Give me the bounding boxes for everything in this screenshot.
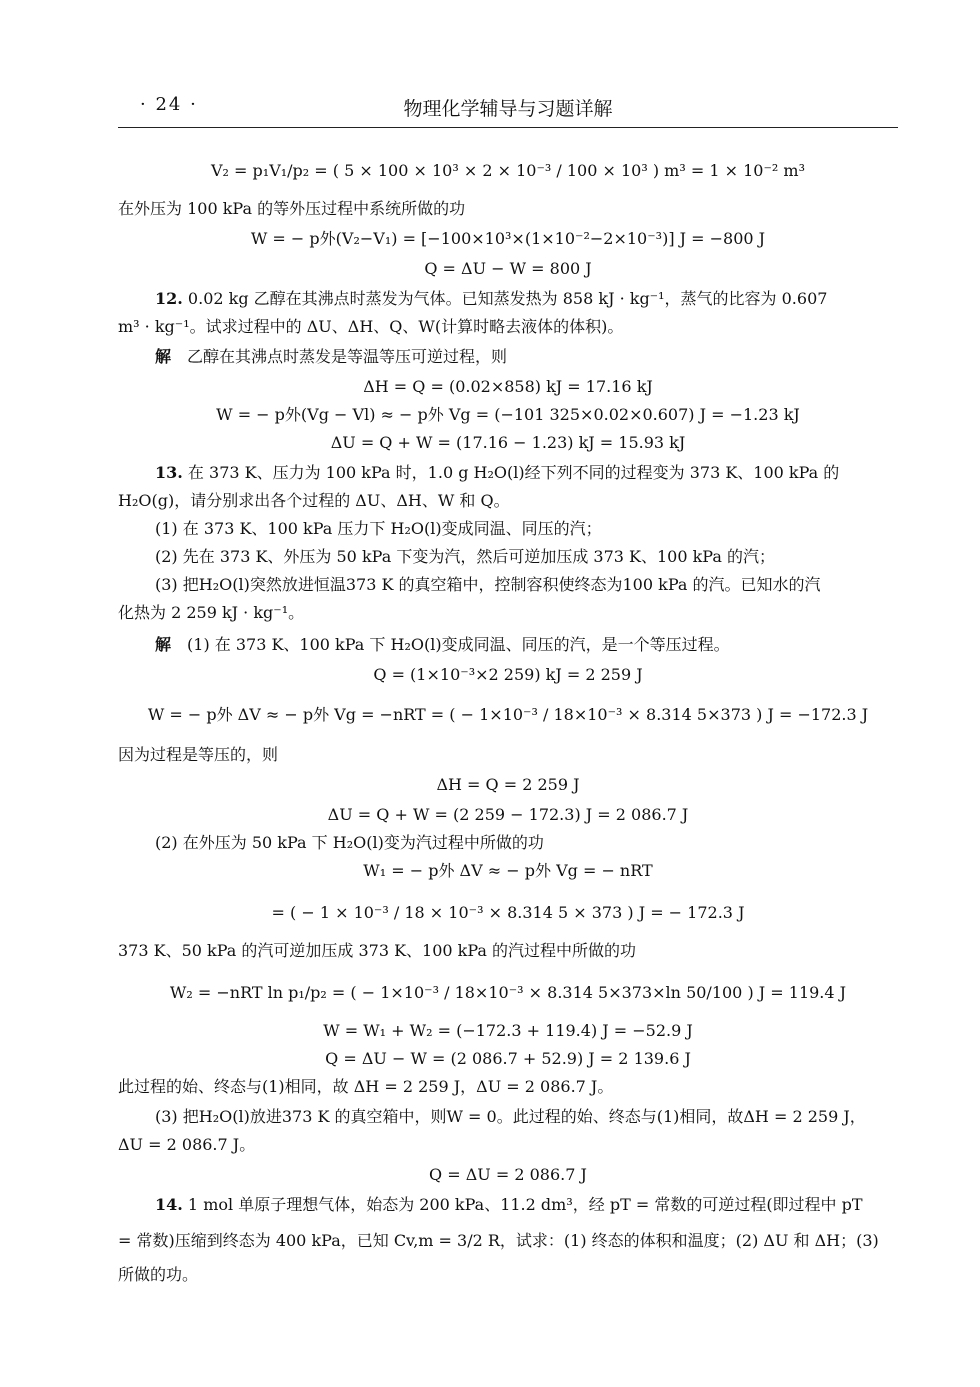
problem-12-text: 0.02 kg 乙醇在其沸点时蒸发为气体。已知蒸发热为 858 kJ · kg⁻¹，蒸气的比容为 0.607 (182, 289, 828, 308)
text-line: 此过程的始、终态与(1)相同，故 ΔH = 2 259 J，ΔU = 2 086.7 J。 (118, 1077, 614, 1096)
equation-q3: Q = ΔU = 2 086.7 J (429, 1165, 587, 1184)
problem-13-part-1: (1) 在 373 K、100 kPa 压力下 H₂O(l)变成同温、同压的汽； (155, 519, 602, 538)
solution-13-intro (155, 634, 730, 656)
page-number: · 24 · (140, 94, 198, 115)
problem-12-number: 12. (155, 289, 183, 308)
equation-q2: Q = ΔU − W = (2 086.7 + 52.9) J = 2 139.6 J (325, 1049, 691, 1068)
solution-13-part-2: (2) 在外压为 50 kPa 下 H₂O(l)变为汽过程中所做的功 (155, 833, 544, 852)
problem-14-text: 1 mol 单原子理想气体，始态为 200 kPa、11.2 dm³，经 pT = 常数的可逆过程(即过程中 pT (182, 1195, 863, 1214)
solution-13-part-3-cont: ΔU = 2 086.7 J。 (118, 1135, 256, 1154)
problem-14-line-1 (155, 1194, 863, 1216)
problem-13-part-2: (2) 先在 373 K、外压为 50 kPa 下变为汽，然后可逆加压成 373 K、100 kPa 的汽； (155, 547, 775, 566)
problem-13-number: 13. (155, 463, 183, 482)
problem-13-line-1 (155, 462, 839, 484)
problem-14-line-3: 所做的功。 (118, 1265, 199, 1284)
equation-13-q: Q = (1×10⁻³×2 259) kJ = 2 259 J (373, 665, 643, 684)
problem-12-line-2: m³ · kg⁻¹。试求过程中的 ΔU、ΔH、Q、W(计算时略去液体的体积)。 (118, 317, 624, 336)
equation-12-du: ΔU = Q + W = (17.16 − 1.23) kJ = 15.93 kJ (330, 433, 686, 452)
problem-14-number: 14. (155, 1195, 183, 1214)
equation-13-du: ΔU = Q + W = (2 259 − 172.3) J = 2 086.7 J (327, 805, 689, 824)
solution-13-text: (1) 在 373 K、100 kPa 下 H₂O(l)变成同温、同压的汽，是一个等压过程。 (171, 635, 730, 654)
equation-v2: V₂ = p₁V₁/p₂ = ( 5 × 100 × 10³ × 2 × 10⁻³ / 100 × 10³ ) m³ = 1 × 10⁻² m³ (210, 161, 805, 180)
problem-12-line-1 (155, 288, 827, 310)
equation-w1-a: W₁ = − p外 ΔV ≈ − p外 Vg = − nRT (363, 861, 653, 880)
solution-12-text: 乙醇在其沸点时蒸发是等温等压可逆过程，则 (171, 347, 508, 366)
solution-label: 解 (155, 347, 172, 366)
header-rule (118, 127, 898, 128)
book-title: 物理化学辅导与习题详解 (403, 98, 613, 120)
problem-13-line-2: H₂O(g)，请分别求出各个过程的 ΔU、ΔH、W 和 Q。 (118, 491, 510, 510)
text-line: 在外压为 100 kPa 的等外压过程中系统所做的功 (118, 199, 466, 218)
page-header (118, 94, 898, 124)
problem-13-part-3: (3) 把H₂O(l)突然放进恒温373 K 的真空箱中，控制容积使终态为100 kPa 的汽。已知水的汽 (155, 575, 821, 594)
solution-13-part-3: (3) 把H₂O(l)放进373 K 的真空箱中，则W = 0。此过程的始、终态与(1)相同，故ΔH = 2 259 J， (155, 1107, 866, 1126)
problem-13-part-3-cont: 化热为 2 259 kJ · kg⁻¹。 (118, 603, 305, 622)
equation-12-w: W = − p外(Vg − Vl) ≈ − p外 Vg = (−101 325×0.02×0.607) J = −1.23 kJ (216, 405, 800, 424)
equation-13-dh: ΔH = Q = 2 259 J (436, 775, 580, 794)
equation-work: W = − p外(V₂−V₁) = [−100×10³×(1×10⁻²−2×10⁻³)] J = −800 J (250, 229, 766, 248)
text-line: 因为过程是等压的，则 (118, 745, 279, 764)
equation-w-sum: W = W₁ + W₂ = (−172.3 + 119.4) J = −52.9 J (323, 1021, 693, 1040)
equation-w1-b: = ( − 1 × 10⁻³ / 18 × 10⁻³ × 8.314 5 × 373 ) J = − 172.3 J (271, 903, 745, 922)
solution-label: 解 (155, 635, 172, 654)
equation-heat: Q = ΔU − W = 800 J (424, 259, 592, 278)
solution-12-intro (155, 346, 507, 368)
text-line: 373 K、50 kPa 的汽可逆加压成 373 K、100 kPa 的汽过程中所做的功 (118, 941, 637, 960)
problem-13-text: 在 373 K、压力为 100 kPa 时，1.0 g H₂O(l)经下列不同的过程变为 373 K、100 kPa 的 (182, 463, 840, 482)
equation-12-dh: ΔH = Q = (0.02×858) kJ = 17.16 kJ (363, 377, 653, 396)
problem-14-line-2: = 常数)压缩到终态为 400 kPa，已知 Cv,m = 3/2 R，试求：(1) 终态的体积和温度；(2) ΔU 和 ΔH；(3) (118, 1231, 879, 1250)
equation-13-w: W = − p外 ΔV ≈ − p外 Vg = −nRT = ( − 1×10⁻³ / 18×10⁻³ × 8.314 5×373 ) J = −172.3 J (147, 705, 869, 724)
equation-w2: W₂ = −nRT ln p₁/p₂ = ( − 1×10⁻³ / 18×10⁻³ × 8.314 5×373×ln 50/100 ) J = 119.4 J (169, 983, 847, 1002)
